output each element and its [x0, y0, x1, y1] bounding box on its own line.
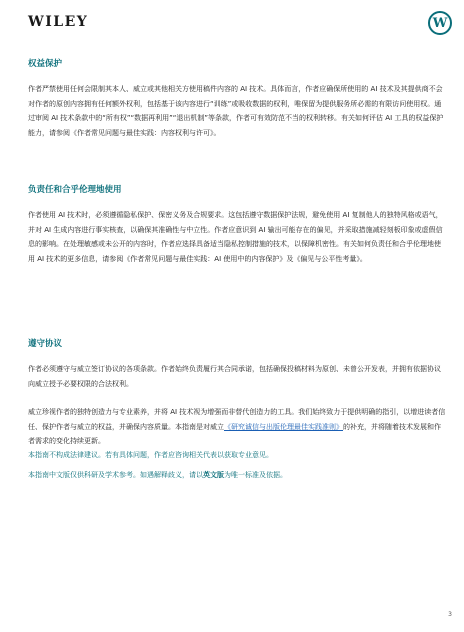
language-note [28, 468, 446, 483]
section-body-compliance: 作者必须遵守与威立签订协议的各项条款。作者始终负责履行其合同承诺，包括确保投稿材料为原创、未曾公开发表，并拥有依据协议向威立授予必要权限的合法权利。 [28, 365, 441, 388]
closing-text-end: 的补充，并将随着技术发展和作者需求的变化持续更新。 [28, 422, 441, 446]
page-number: 3 [448, 611, 452, 618]
closing-text-start: 威立珍视作者的独特创造力与专业素养，并将 AI 技术视为增强而非替代创造力的工具。我们始终致力于提供明确的指引，以增进读者信任、保护作者与威立的权益，并确保内容质量。本指南是对威立 [28, 408, 446, 431]
english-version-label: 英文版 [203, 471, 224, 479]
wiley-emblem-icon: W [428, 11, 452, 35]
language-note-start: 本指南中文版仅供科研及学术参考。如遇解释歧义，请以 [28, 471, 203, 479]
section-body-rights: 作者严禁使用任何会限制其本人、威立或其他相关方使用稿件内容的 AI 技术。具体而言，作者应确保所使用的 AI 技术及其提供商不会对作者的原创内容拥有任何额外权利，包括基于该内容进行“训练”或吸收数据的权利，唯保留为提供服务所必需的有限访问使用权。通过审阅 AI 技术条款中的“所有权”“数据再利用”“退出机制”等条款，作者可有效防范不当的权利转移。有关如何评估 AI 工具的权益保护能力，请参阅《作者常见问题与最佳实践：内容权利与许可》。 [28, 85, 444, 137]
section-body-ethics: 作者使用 AI 技术时，必须遵循隐私保护、保密义务及合规要求。这包括遵守数据保护法规，避免使用 AI 复制他人的独特风格或语气，并对 AI 生成内容进行事实核查，以确保其准确性与中立性。作者应意识到 AI 输出可能存在的偏见，并采取措施减轻刻板印象或虚假信息的影响。在处理敏感或未公开的内容时，作者应选择具备适当隐私控制措施的技术，以保障机密性。有关如何负责任和合乎伦理地使用 AI 技术的更多信息，请参阅《作者常见问题与最佳实践：AI 使用中的内容保护》及《偏见与公平性考量》。 [28, 211, 443, 263]
legal-disclaimer: 本指南不构成法律建议。若有具体问题，作者应咨询相关代表以获取专业意见。 [28, 451, 273, 459]
section-title-compliance: 遵守协议 [28, 339, 63, 349]
section-title-ethics: 负责任和合乎伦理地使用 [28, 185, 122, 195]
section-title-rights: 权益保护 [28, 59, 63, 69]
language-note-end: 为唯一标准及依据。 [224, 471, 287, 479]
wiley-logo: WILEY [28, 14, 89, 30]
research-integrity-guidelines-link[interactable]: 《研究诚信与出版伦理最佳实践准则》 [224, 422, 343, 431]
closing-paragraph [28, 405, 446, 449]
